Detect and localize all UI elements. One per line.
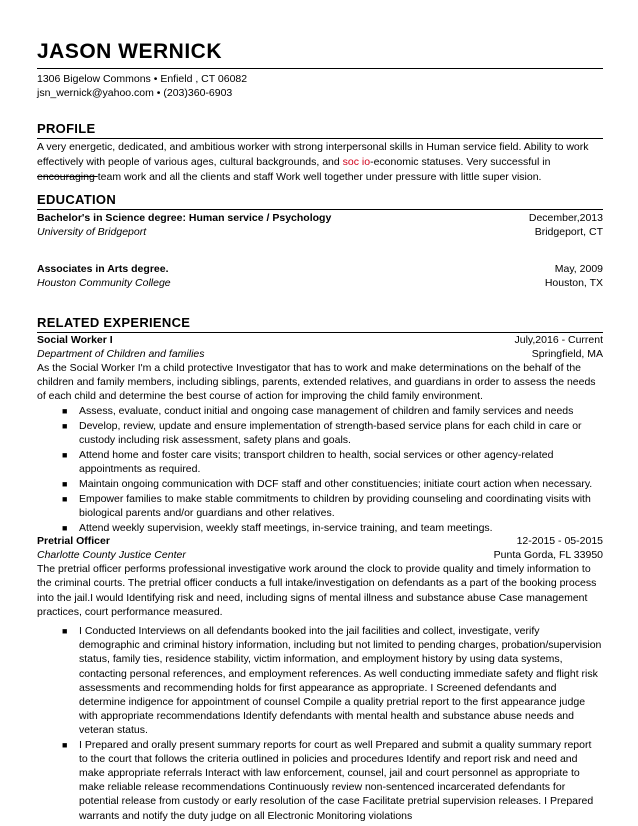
job-1-bullets xyxy=(37,404,603,535)
bullet-icon: ■ xyxy=(62,626,68,636)
profile-line-1: A very energetic, dedicated, and ambitious worker with strong interpersonal skills in Human service field. Ability to work xyxy=(37,141,589,153)
job-1-org xyxy=(37,347,603,361)
job-date: 12-2015 - 05-2015 xyxy=(516,535,603,547)
list-item: ■ Assess, evaluate, conduct initial and ongoing case management of children and family services and needs xyxy=(62,405,574,417)
school-name: Houston Community College xyxy=(37,277,171,289)
list-item: ■ Attend home and foster care visits; transport children to health, social services or other agency-related appointments as required. xyxy=(62,448,554,476)
job-1-header xyxy=(37,333,603,347)
degree-date: May, 2009 xyxy=(554,263,603,275)
list-item: ■ Develop, review, update and ensure implementation of strength-based service plans for each child in care or custody including risk assessment, safety plans and goals. xyxy=(62,419,582,447)
job-2-header xyxy=(37,534,603,548)
job-role: Social Worker I xyxy=(37,334,113,346)
job-2-bullets xyxy=(37,624,603,823)
education-entry-1-header xyxy=(37,211,603,225)
list-item: ■ Maintain ongoing communication with DCF staff and other constituencies; initiate court action when necessary. xyxy=(62,477,593,490)
job-org: Department of Children and families xyxy=(37,348,205,360)
education-heading: EDUCATION xyxy=(37,192,117,207)
profile-misspelled-word: soc io xyxy=(342,156,371,168)
contact-email-phone: jsn_wernick@yahoo.com • (203)360-6903 xyxy=(37,87,233,99)
degree-title: Bachelor's in Science degree: Human service / Psychology xyxy=(37,212,332,224)
bullet-icon: ■ xyxy=(62,478,68,489)
profile-struck-word: encouraging xyxy=(37,171,98,183)
list-item: ■ I Prepared and orally present summary reports for court as well Prepared and submit a quality summary report to the court that follows the criteria outlined in policies and procedures Identify and report risk and need and make appropriate referrals Interact with law enforcement, counsel, jail and court personnel as appropriate to make reliable release recommendations Continuously review non-sentenced incarcerated defendants for potential release from custody or early resolution of the case Facilitate pretrial supervision releases. I Prepared warrants and notify the duty judge on all Electronic Monitoring violations xyxy=(62,738,594,822)
job-2-org xyxy=(37,548,603,562)
job-1-summary-line: children and family members, including siblings, parents, extended relatives, and guardians in order to assess the needs xyxy=(37,376,596,388)
experience-heading: RELATED EXPERIENCE xyxy=(37,315,191,330)
job-1-summary-line: of each child and determine the best course of action for improving the child family environment. xyxy=(37,390,483,402)
job-location: Punta Gorda, FL 33950 xyxy=(493,549,603,561)
profile-line-2-pre: effectively with people of various ages, cultural backgrounds, and xyxy=(37,156,343,168)
job-org: Charlotte County Justice Center xyxy=(37,549,186,561)
list-item: ■ I Conducted Interviews on all defendants booked into the jail facilities and collect, investigate, verify demographic and criminal history information, including but not limited to pending charges, probation/supervision status, family ties, residence stability, victim information, and employment history by using data systems, contacting personal references, and employment references. As well conducting immediate safety and flight risk assessments and recommending holds for first appearance as appropriate. I Screened defendants and determine indigence for appointment of counsel Compile a quality pretrial report to the first appearance judge with appropriate recommendations Identify defendants with mental health and substance abuse needs and veteran status. xyxy=(62,625,602,737)
degree-date: December,2013 xyxy=(528,212,603,224)
education-divider xyxy=(37,209,603,210)
list-item: ■ Empower families to make stable commitments to children by providing counseling and coordinating visits with biological parents and/or guardians and other relatives. xyxy=(62,492,591,520)
job-role: Pretrial Officer xyxy=(37,535,110,547)
education-entry-2-school xyxy=(37,276,603,290)
profile-line-3 xyxy=(37,170,603,184)
bullet-icon: ■ xyxy=(62,493,68,504)
header-divider xyxy=(37,68,603,69)
bullet-icon: ■ xyxy=(62,449,68,460)
bullet-icon: ■ xyxy=(62,739,68,750)
education-entry-1-school xyxy=(37,225,603,239)
bullet-icon: ■ xyxy=(62,522,68,533)
profile-heading: PROFILE xyxy=(37,121,96,136)
profile-divider xyxy=(37,138,603,139)
contact-address: 1306 Bigelow Commons • Enfield , CT 06082 xyxy=(37,73,248,85)
school-name: University of Bridgeport xyxy=(37,226,147,238)
job-location: Springfield, MA xyxy=(531,348,603,360)
bullet-icon: ■ xyxy=(62,420,68,431)
profile-line-3-rest: team work and all the clients and staff Work well together under pressure with little super vision. xyxy=(97,171,542,183)
list-item: ■ Attend weekly supervision, weekly staff meetings, in-service training, and team meetings. xyxy=(62,521,493,534)
education-entry-2-header xyxy=(37,262,603,276)
school-location: Houston, TX xyxy=(544,277,603,289)
degree-title: Associates in Arts degree. xyxy=(37,263,169,275)
bullet-icon: ■ xyxy=(62,406,68,416)
job-2-summary: The pretrial officer performs professional investigative work around the clock to provide quality and timely information to the criminal courts. The pretrial officer conducts a full intake/investigation on defendants as a part of the booking process into the jail.I would Identifying risk and need, including signs of mental illness and substance abuse Case management practices, court performance measured. xyxy=(37,563,597,619)
profile-line-2 xyxy=(37,155,603,169)
candidate-name: JASON WERNICK xyxy=(37,40,223,63)
profile-line-2-post: -economic statuses. Very successful in xyxy=(370,156,551,168)
school-location: Bridgeport, CT xyxy=(534,226,603,238)
job-date: July,2016 - Current xyxy=(514,334,603,346)
job-1-summary-line: As the Social Worker I'm a child protective Investigator that has to work and make determinations on the behalf of the xyxy=(37,362,582,374)
